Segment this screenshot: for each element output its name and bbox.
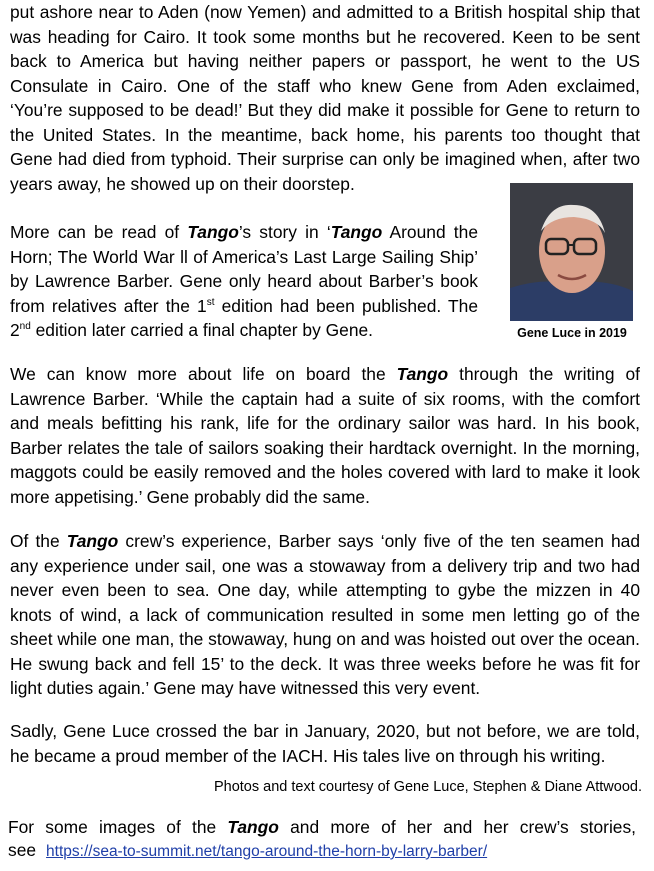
- photo-caption: Gene Luce in 2019: [517, 326, 627, 340]
- paragraph-book-reference: More can be read of Tango’s story in ‘Tango Around the Horn; The World War ll of America’s Last Large Sailing Ship’ by Lawrence Barber. Gene only heard about Barber’s book from relatives after the 1st edition had been published. The 2nd edition later carried a final chapter by Gene.: [10, 222, 479, 340]
- photo-credit: Photos and text courtesy of Gene Luce, Stephen & Diane Attwood.: [213, 779, 642, 795]
- tango-name: Tango: [330, 222, 383, 242]
- paragraph-return-home: put ashore near to Aden (now Yemen) and admitted to a British hospital ship that was heading for Cairo. It took some months but he recovered. Keen to be sent back to America but having neither papers or passport, he went to the US Consulate in Cairo. One of the staff who knew Gene from Aden exclaimed, ‘You’re supposed to be dead!’ But they did make it possible for Gene to return to the United States. In the meantime, back home, his parents too thought that Gene had died from typhoid. Their surprise can only be imagined when, after two years away, he showed up on their doorstep.: [10, 2, 640, 194]
- paragraph-life-on-board: We can know more about life on board the Tango through the writing of Lawrence Barber. ‘While the captain had a suite of six rooms, with the comfort and meals befitting his rank, life for the ordinary sailor was hard. In his book, Barber relates the tale of sailors soaking their hardtack overnight. In the morning, maggots could be easily removed and the holes covered with lard to make it look more appetising.’ Gene probably did the same.: [10, 364, 640, 507]
- tango-name: Tango: [187, 222, 239, 242]
- tango-name: Tango: [66, 531, 119, 551]
- sea-to-summit-link[interactable]: https://sea-to-summit.net/tango-around-the-horn-by-larry-barber/: [46, 843, 488, 860]
- paragraph-closing: Sadly, Gene Luce crossed the bar in January, 2020, but not before, we are told, he became a proud member of the IACH. His tales live on through his writing.: [10, 721, 640, 766]
- paragraph-crew-experience: Of the Tango crew’s experience, Barber says ‘only five of the ten seamen had any experience under sail, one was a stowaway from a delivery trip and two had never even been to sea. One day, while attempting to gybe the mizzen in 40 knots of wind, a lack of communication resulted in some men letting go of the sheet while one man, the stowaway, hung on and was hoisted out over the ocean. He swung back and fell 15’ to the deck. It was three weeks before he was fit for light duties again.’ Gene may have witnessed this very event.: [10, 531, 641, 698]
- tango-name: Tango: [396, 364, 449, 384]
- gene-luce-photo: [510, 183, 633, 321]
- footer-link-line: see https://sea-to-summit.net/tango-around-the-horn-by-larry-barber/: [8, 840, 488, 860]
- tango-name: Tango: [227, 817, 279, 837]
- footer-line: For some images of the Tango and more of her and her crew’s stories,: [8, 817, 637, 837]
